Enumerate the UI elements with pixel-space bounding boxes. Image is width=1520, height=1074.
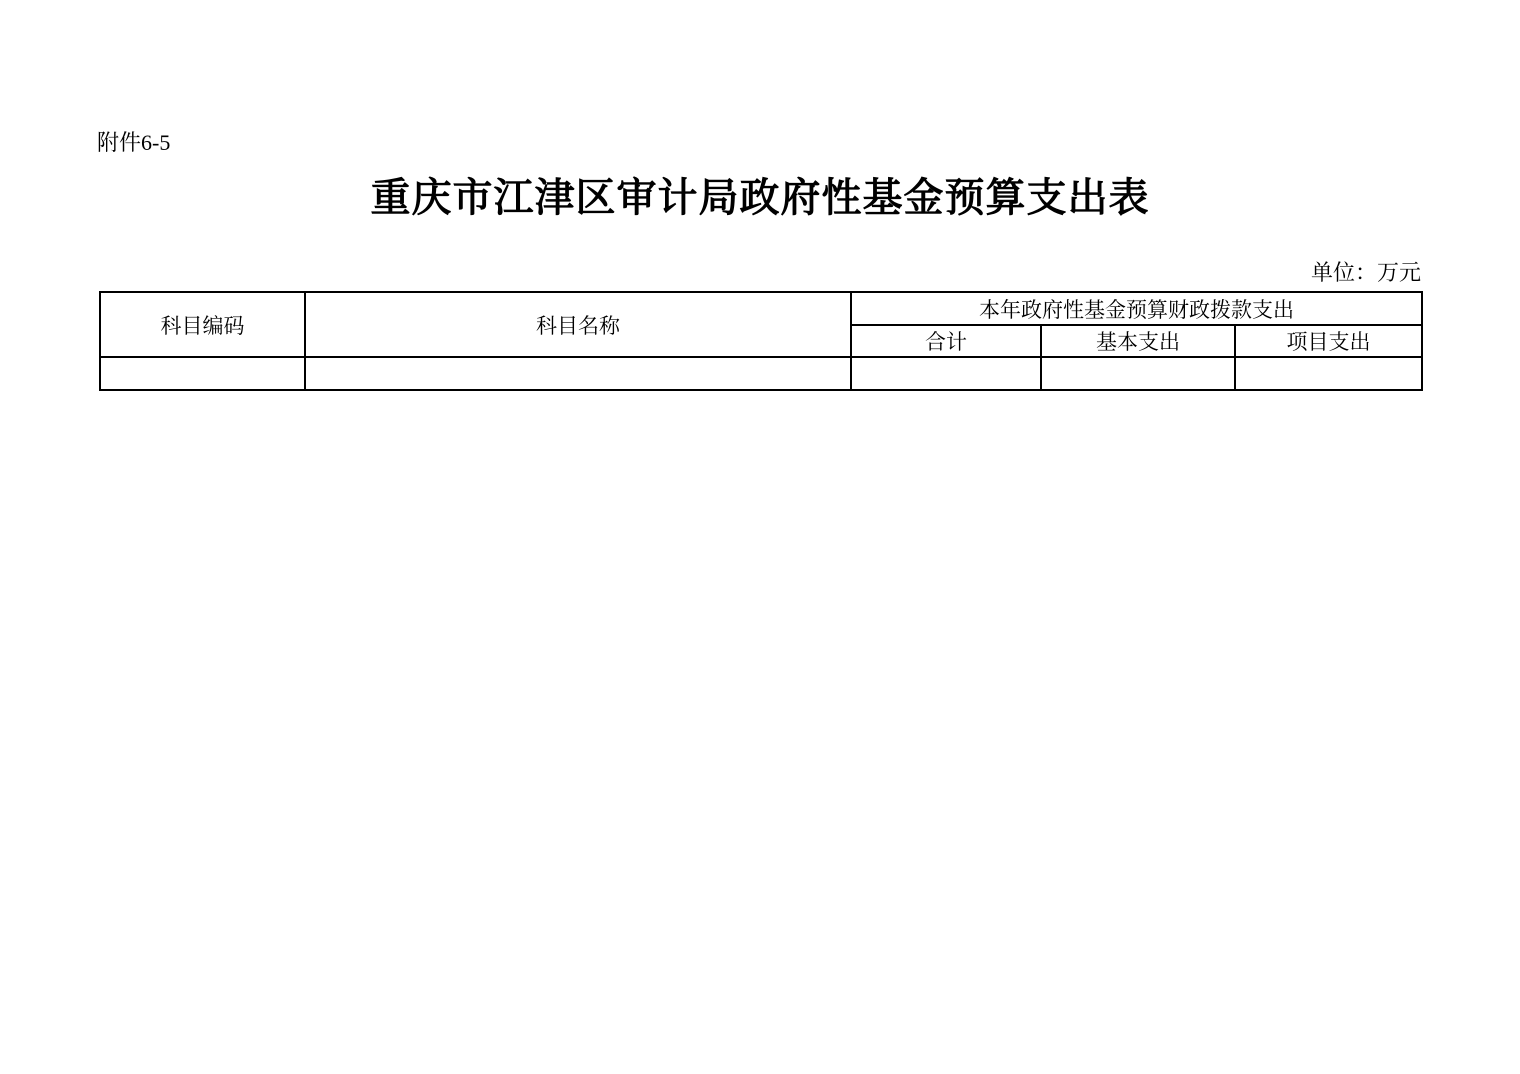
cell-subject-name	[305, 357, 851, 390]
table-row	[100, 357, 1422, 390]
attachment-label: 附件6-5	[97, 130, 171, 155]
cell-project-expenditure	[1235, 357, 1422, 390]
page-title: 重庆市江津区审计局政府性基金预算支出表	[370, 176, 1150, 220]
header-fund-group: 本年政府性基金预算财政拨款支出	[851, 292, 1422, 325]
cell-basic-expenditure	[1041, 357, 1235, 390]
budget-table	[99, 291, 1423, 391]
table-header-row-1	[100, 292, 1422, 325]
unit-label: 单位：万元	[1310, 260, 1421, 285]
cell-subject-code	[100, 357, 305, 390]
header-total: 合计	[851, 325, 1041, 357]
header-project-expenditure: 项目支出	[1235, 325, 1422, 357]
header-subject-name: 科目名称	[305, 292, 851, 357]
header-basic-expenditure: 基本支出	[1041, 325, 1235, 357]
header-subject-code: 科目编码	[100, 292, 305, 357]
cell-total	[851, 357, 1041, 390]
